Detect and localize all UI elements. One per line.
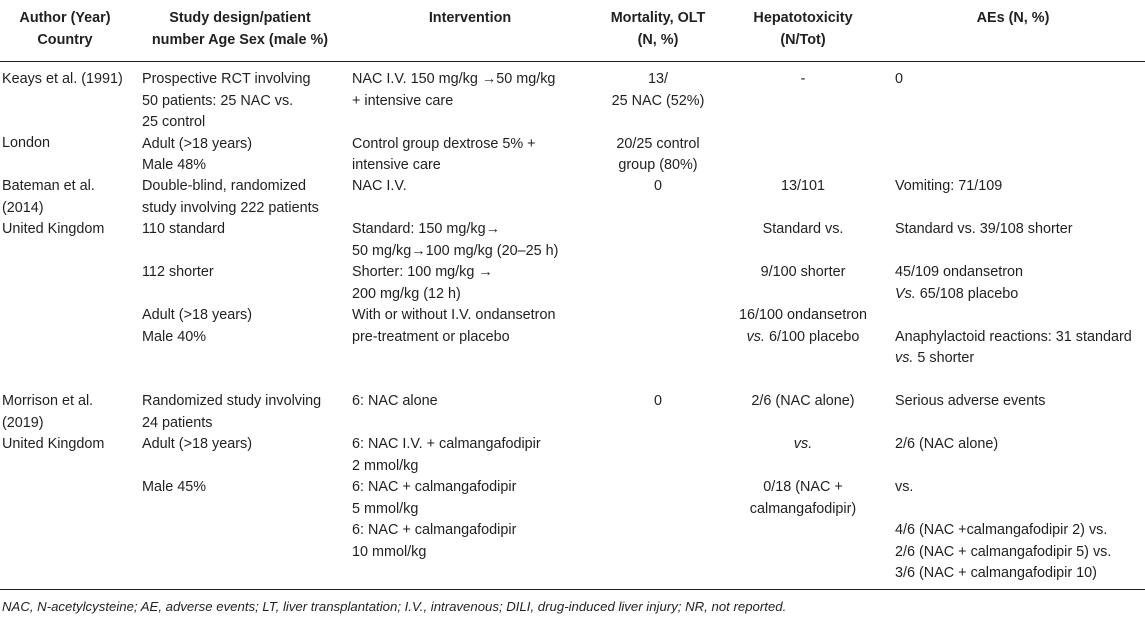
bateman-hep-line1: 13/101: [780, 178, 825, 194]
header-mortality: [593, 8, 723, 51]
header-mortality-line1: Mortality, OLT: [610, 10, 706, 26]
morrison-int-line5: 5 mmol/kg: [352, 500, 419, 517]
keays-design-line2: 50 patients: 25 NAC vs.: [142, 92, 294, 109]
morrison-intervention: [352, 391, 541, 563]
bateman-ae-line6: [895, 348, 1132, 370]
bateman-int-line7: pre-treatment or placebo: [352, 328, 510, 345]
morrison-author: [2, 391, 104, 456]
spacer: [723, 413, 883, 435]
morrison-design-line1: Randomized study involving: [142, 393, 322, 409]
bateman-intervention: [352, 176, 558, 348]
spacer: [593, 112, 723, 134]
bateman-ae-line2: Standard vs. 39/108 shorter: [895, 221, 1073, 237]
header-hep-line2: (N/Tot): [780, 31, 826, 48]
bateman-ae-line1: Vomiting: 71/109: [895, 178, 1003, 194]
bateman-int-line4: Shorter: 100 mg/kg →: [352, 264, 493, 280]
spacer: [723, 456, 883, 478]
bateman-ae-vs2: vs.: [895, 350, 914, 366]
spacer: [142, 456, 321, 478]
bateman-hep-line2: Standard vs.: [762, 221, 844, 237]
header-study-design: [140, 8, 340, 51]
header-design-line1: Study design/patient: [169, 10, 311, 26]
header-author-line1: Author (Year): [19, 10, 111, 26]
keays-mortality: [593, 69, 723, 177]
bateman-int-line1: NAC I.V.: [352, 178, 407, 194]
bateman-ae-line3: 45/109 ondansetron: [895, 264, 1024, 280]
morrison-int-line4: 6: NAC + calmangafodipir: [352, 479, 517, 495]
morrison-ae-line5: 2/6 (NAC + calmangafodipir 5) vs.: [895, 543, 1112, 560]
header-intervention: [350, 8, 590, 30]
keays-int-line1: NAC I.V. 150 mg/kg →50 mg/kg: [352, 71, 556, 87]
header-aes: [893, 8, 1133, 30]
bateman-author-line2: (2014): [2, 199, 44, 216]
bateman-int-line3: 50 mg/kg→100 mg/kg (20–25 h): [352, 242, 559, 259]
morrison-hep-line3: 0/18 (NAC +: [763, 479, 843, 495]
bottom-rule: [0, 589, 1145, 590]
bateman-hep-vs: vs.: [746, 328, 765, 345]
morrison-design-line2: 24 patients: [142, 414, 213, 431]
morrison-int-line3: 2 mmol/kg: [352, 457, 419, 474]
bateman-author-line1: Bateman et al.: [2, 178, 95, 194]
bateman-int-line6: With or without I.V. ondansetron: [352, 307, 556, 323]
keays-aes: 0: [895, 71, 904, 87]
keays-mort-line1: 13/: [647, 71, 668, 87]
morrison-hep-line2: [723, 434, 883, 456]
header-hepatotoxicity: [723, 8, 883, 51]
bateman-aes: [895, 176, 1132, 370]
bateman-hep-line3: 9/100 shorter: [760, 264, 846, 280]
header-design-line2: number Age Sex (male %): [151, 31, 329, 48]
spacer: [895, 198, 1132, 220]
morrison-ae-line6: 3/6 (NAC + calmangafodipir 10): [895, 565, 1097, 581]
keays-design-line1: Prospective RCT involving: [142, 71, 311, 87]
spacer: [895, 305, 1132, 327]
bateman-ae-line5: Anaphylactoid reactions: 31 standard: [895, 328, 1132, 345]
spacer: [352, 198, 558, 220]
keays-design-line3: 25 control: [142, 114, 206, 130]
morrison-ae-line2: 2/6 (NAC alone): [895, 436, 999, 452]
keays-mort-line2: 25 NAC (52%): [611, 92, 705, 109]
keays-intervention: [352, 69, 555, 177]
spacer: [723, 284, 883, 306]
bateman-male: Male 40%: [142, 328, 206, 345]
morrison-mortality: 0: [653, 393, 662, 409]
bateman-hep-line4: 16/100 ondansetron: [738, 307, 868, 323]
morrison-ae-line3: vs.: [895, 479, 914, 495]
bateman-ae-vs: Vs.: [895, 285, 916, 302]
morrison-ae-line1: Serious adverse events: [895, 393, 1046, 409]
bateman-design-line2: study involving 222 patients: [142, 199, 319, 216]
morrison-aes: [895, 391, 1111, 585]
bateman-int-line5: 200 mg/kg (12 h): [352, 285, 461, 302]
spacer: [142, 284, 319, 306]
keays-int-line3: Control group dextrose 5% +: [352, 135, 536, 152]
bateman-country: United Kingdom: [2, 221, 105, 237]
keays-int-line4: intensive care: [352, 157, 441, 173]
bateman-author: [2, 176, 104, 241]
bateman-hep-line5: [723, 327, 883, 349]
spacer: [895, 456, 1111, 478]
bateman-ae-shorter: 5 shorter: [913, 350, 975, 366]
morrison-adult: Adult (>18 years): [142, 436, 252, 452]
keays-country: London: [2, 135, 51, 151]
morrison-int-line2: 6: NAC I.V. + calmangafodipir: [352, 436, 541, 452]
morrison-int-line6: 6: NAC + calmangafodipir: [352, 522, 517, 538]
keays-design: [142, 69, 311, 177]
bateman-hep-placebo: 6/100 placebo: [764, 328, 860, 345]
bateman-int-line2: Standard: 150 mg/kg→: [352, 221, 500, 237]
keays-hepatotoxicity: -: [800, 71, 806, 87]
bateman-design-line4: 112 shorter: [142, 264, 214, 280]
bateman-adult: Adult (>18 years): [142, 307, 252, 323]
keays-mort-line3: 20/25 control: [616, 135, 700, 152]
spacer: [895, 413, 1111, 435]
morrison-country: United Kingdom: [2, 436, 105, 452]
table-footnote: NAC, N-acetylcysteine; AE, adverse events; LT, liver transplantation; I.V., intravenous; DILI, drug-induced liver injury; NR, not reported.: [2, 599, 787, 614]
morrison-int-line7: 10 mmol/kg: [352, 543, 427, 560]
bateman-hepatotoxicity: [723, 176, 883, 348]
keays-int-line2: + intensive care: [352, 92, 454, 109]
header-author-line2: Country: [37, 31, 93, 48]
spacer: [723, 198, 883, 220]
header-author: [0, 8, 130, 51]
morrison-male: Male 45%: [142, 479, 206, 495]
morrison-hep-vs: vs.: [793, 436, 813, 452]
keays-male: Male 48%: [142, 157, 206, 173]
bateman-mortality: 0: [653, 178, 662, 194]
keays-mort-line4: group (80%): [618, 157, 698, 173]
morrison-int-line1: 6: NAC alone: [352, 393, 438, 409]
morrison-hepatotoxicity: [723, 391, 883, 520]
spacer: [723, 241, 883, 263]
spacer: [352, 413, 541, 435]
morrison-hep-line1: 2/6 (NAC alone): [751, 393, 855, 409]
header-hep-line1: Hepatotoxicity: [753, 10, 853, 26]
morrison-hep-line4: calmangafodipir): [749, 500, 857, 517]
morrison-author-line2: (2019): [2, 414, 44, 431]
bateman-ae-line4: [895, 284, 1132, 306]
spacer: [895, 241, 1132, 263]
bateman-design-line1: Double-blind, randomized: [142, 178, 306, 194]
header-aes-line1: AEs (N, %): [976, 10, 1050, 26]
spacer: [142, 241, 319, 263]
spacer: [352, 112, 555, 134]
spacer: [895, 499, 1111, 521]
keays-adult: Adult (>18 years): [142, 135, 252, 152]
bateman-design: [142, 176, 319, 348]
bateman-design-line3: 110 standard: [142, 221, 225, 237]
morrison-ae-line4: 4/6 (NAC +calmangafodipir 2) vs.: [895, 522, 1108, 538]
morrison-author-line1: Morrison et al.: [2, 393, 94, 409]
morrison-design: [142, 391, 321, 499]
bateman-ae-placebo: 65/108 placebo: [915, 285, 1019, 302]
header-rule: [0, 61, 1145, 62]
header-intervention-line1: Intervention: [428, 10, 512, 26]
header-mortality-line2: (N, %): [637, 31, 679, 48]
keays-author: Keays et al. (1991): [2, 71, 123, 87]
